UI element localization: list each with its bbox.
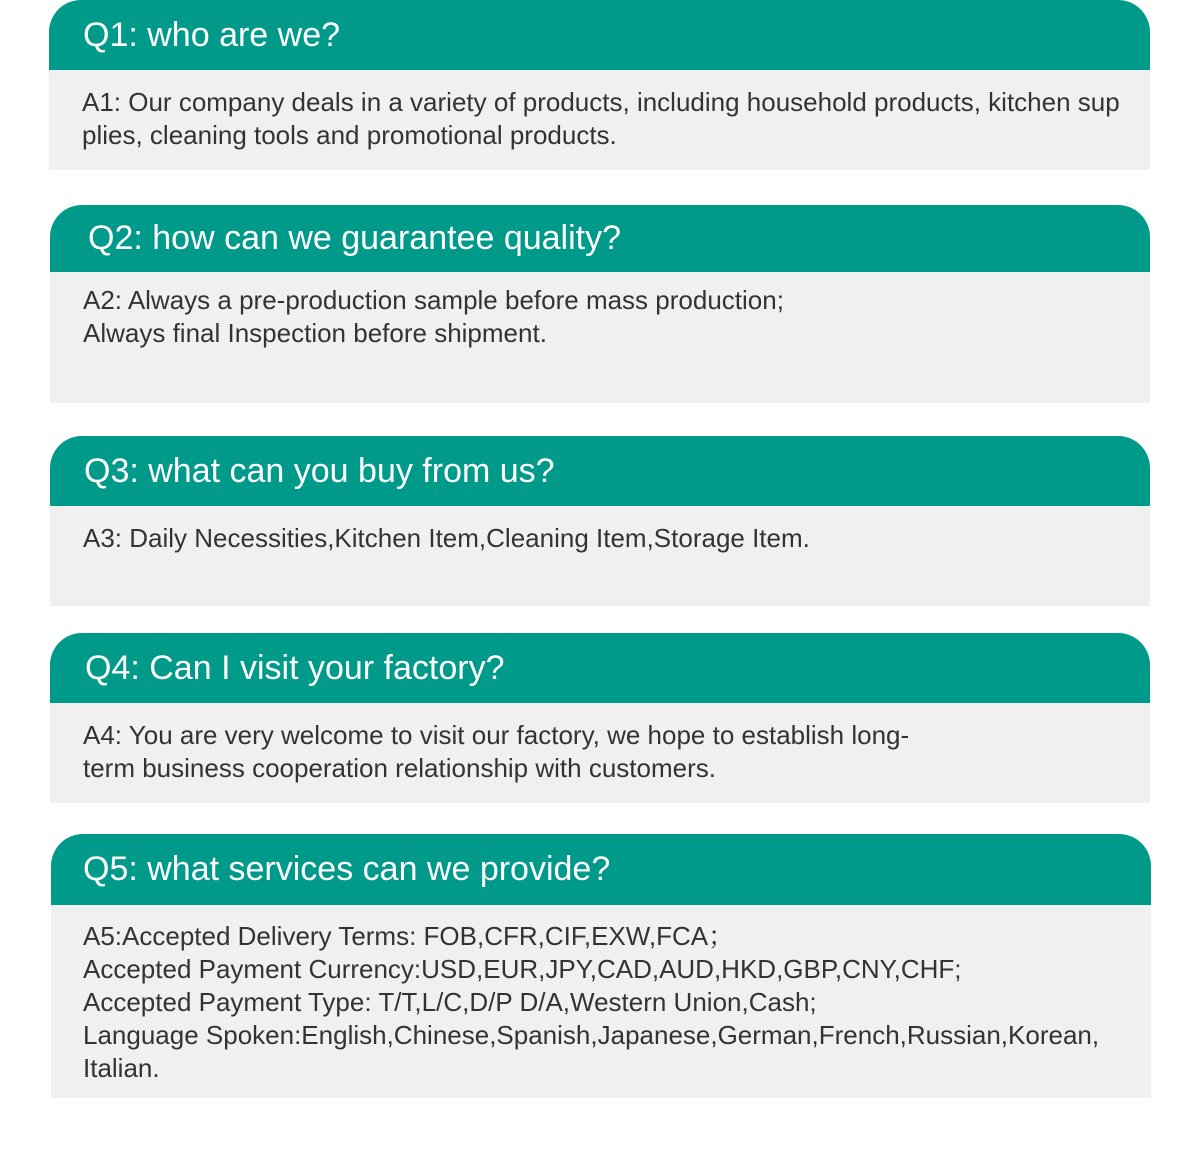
faq-answer-line: Always final Inspection before shipment. [83,318,547,348]
faq-answer-line: A1: Our company deals in a variety of products, including household products, kitchen sup [82,87,1120,117]
faq-question-2: Q2: how can we guarantee quality? [50,205,1150,272]
faq-answer-1 [49,70,1150,170]
faq-answer-line: A3: Daily Necessities,Kitchen Item,Cleaning Item,Storage Item. [83,523,810,553]
faq-answer-3 [50,506,1150,606]
faq-item-2 [50,205,1150,403]
faq-question-4: Q4: Can I visit your factory? [50,633,1150,703]
faq-answer-2 [50,272,1150,403]
faq-answer-line: plies, cleaning tools and promotional products. [82,120,617,150]
faq-answer-line: Accepted Payment Currency:USD,EUR,JPY,CAD,AUD,HKD,GBP,CNY,CHF; [83,954,962,984]
faq-answer-line: A2: Always a pre-production sample before mass production; [83,285,784,315]
faq-answer-line: Italian. [83,1053,160,1083]
faq-answer-line: A5:Accepted Delivery Terms: FOB,CFR,CIF,EXW,FCA； [83,921,735,951]
faq-answer-5 [51,905,1151,1098]
faq-item-4 [50,633,1150,803]
faq-item-1 [49,0,1150,170]
faq-question-5: Q5: what services can we provide? [51,834,1151,905]
faq-answer-line: Language Spoken:English,Chinese,Spanish,Japanese,German,French,Russian,Korean, [83,1020,1100,1050]
faq-item-5 [51,834,1151,1098]
faq-answer-line: A4: You are very welcome to visit our factory, we hope to establish long- [83,720,910,750]
faq-question-1: Q1: who are we? [49,0,1150,70]
faq-answer-4 [50,703,1150,803]
faq-answer-line: term business cooperation relationship with customers. [83,753,716,783]
faq-answer-line: Accepted Payment Type: T/T,L/C,D/P D/A,Western Union,Cash; [83,987,817,1017]
faq-question-3: Q3: what can you buy from us? [50,436,1150,506]
faq-item-3 [50,436,1150,606]
